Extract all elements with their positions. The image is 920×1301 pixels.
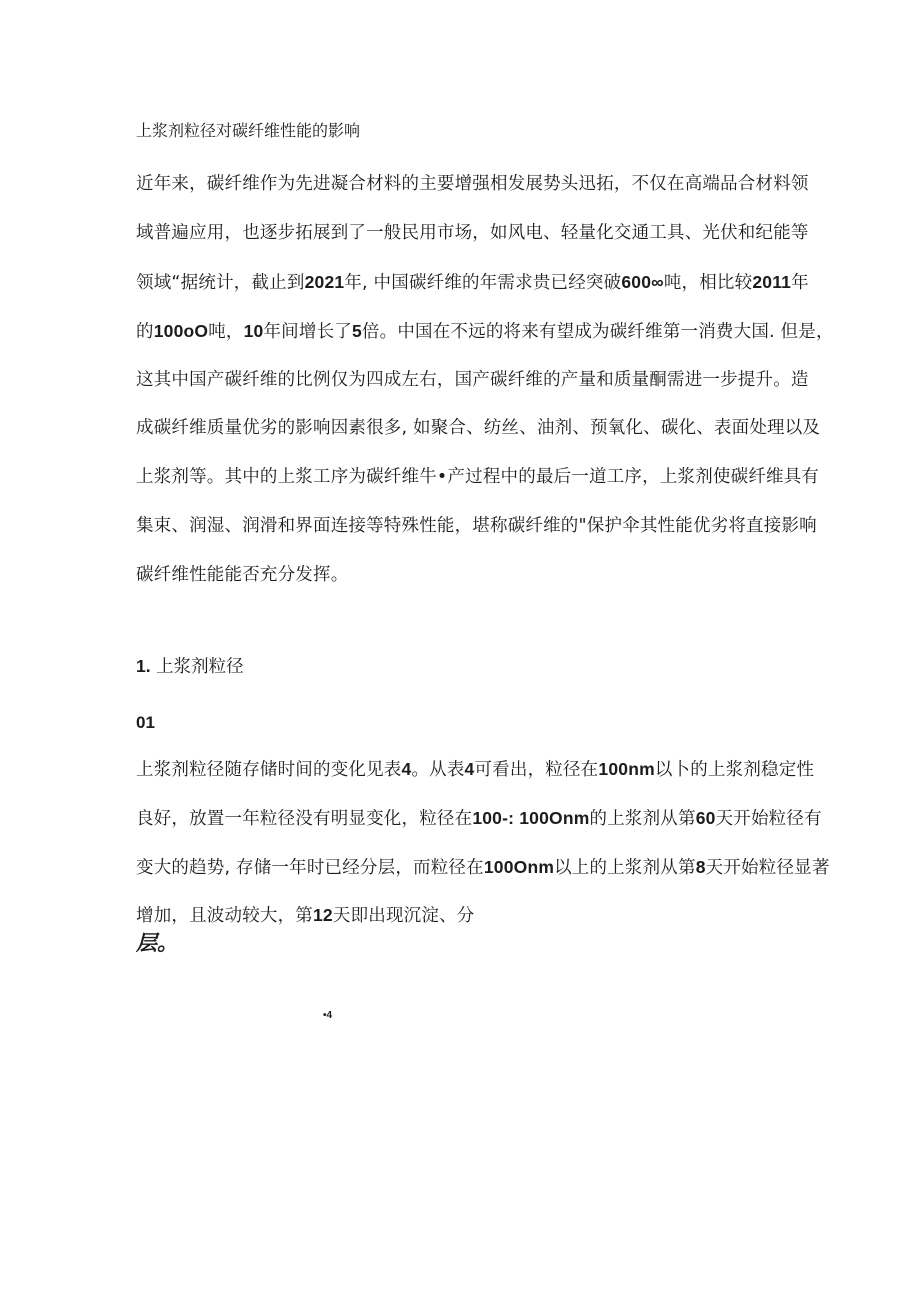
year-2021: 2021 — [304, 272, 345, 292]
intro-line: 成碳纤维质量优劣的影响因素很多, 如聚合、纺丝、油剂、预氧化、碳化、表面处理以及 — [136, 418, 821, 438]
body-line: 变大的趋势, 存储一年时已经分层，而粒径在100Onm以上的上浆剂从第8天开始粒径显著 — [136, 857, 830, 878]
demand-2011-value: 100oO — [153, 321, 209, 341]
section-heading-text: 上浆剂粒径 — [150, 657, 244, 677]
year-2011: 2011 — [752, 272, 792, 292]
section-number: 1. — [136, 656, 151, 676]
intro-line: 的100oO吨，10年间增长了5倍。中国在不远的将来有望成为碳纤维第一消费大国. 但是， — [136, 321, 834, 342]
years-count: 10 — [243, 321, 264, 341]
growth-multiple: 5 — [351, 321, 362, 341]
intro-line: 域普遍应用，也逐步拓展到了一般民用市场，如风电、轻量化交通工具、光伏和纪能等 — [136, 223, 809, 243]
intro-line: 碳纤维性能能否充分发挥。 — [136, 565, 349, 585]
body-line: 良好，放置一年粒径没有明显变化，粒径在100-: 100Onm的上浆剂从第60天开始粒径有 — [136, 808, 822, 829]
intro-line: 领域“据统计，截止到2021年, 中国碳纤维的年需求贵已经突破600∞吨，相比较2011年 — [136, 272, 809, 293]
intro-line: 近年来，碳纤维作为先进凝合材料的主要增强相发展势头迅拓，不仅在高端品合材料领 — [136, 174, 809, 194]
body-line: 增加，且波动较大，第12天即出现沉淀、分 — [136, 905, 475, 926]
intro-line: 这其中国产碳纤维的比例仅为四成左右，国产碳纤维的产量和质量酮需进一步提升。造 — [136, 370, 809, 390]
trailing-char: 层。 — [136, 930, 178, 955]
intro-line: 上浆剂等。其中的上浆工序为碳纤维牛•产过程中的最后一道工序，上浆剂使碳纤维具有 — [136, 467, 820, 487]
body-line: 上浆剂粒径随存储时间的变化见表4。从表4可看出，粒径在100nm以卜的上浆剂稳定性 — [136, 759, 815, 780]
subsection-number: 01 — [136, 713, 155, 732]
intro-line: 集束、润湿、润滑和界面连接等特殊性能，堪称碳纤维的"保护伞其性能优劣将直接影响 — [136, 516, 817, 536]
section-heading — [136, 652, 244, 681]
document-title: 上浆剂粒径对碳纤维性能的影响 — [136, 121, 361, 140]
demand-value: 600∞ — [621, 272, 664, 292]
small-mark: •4 — [323, 1010, 333, 1021]
